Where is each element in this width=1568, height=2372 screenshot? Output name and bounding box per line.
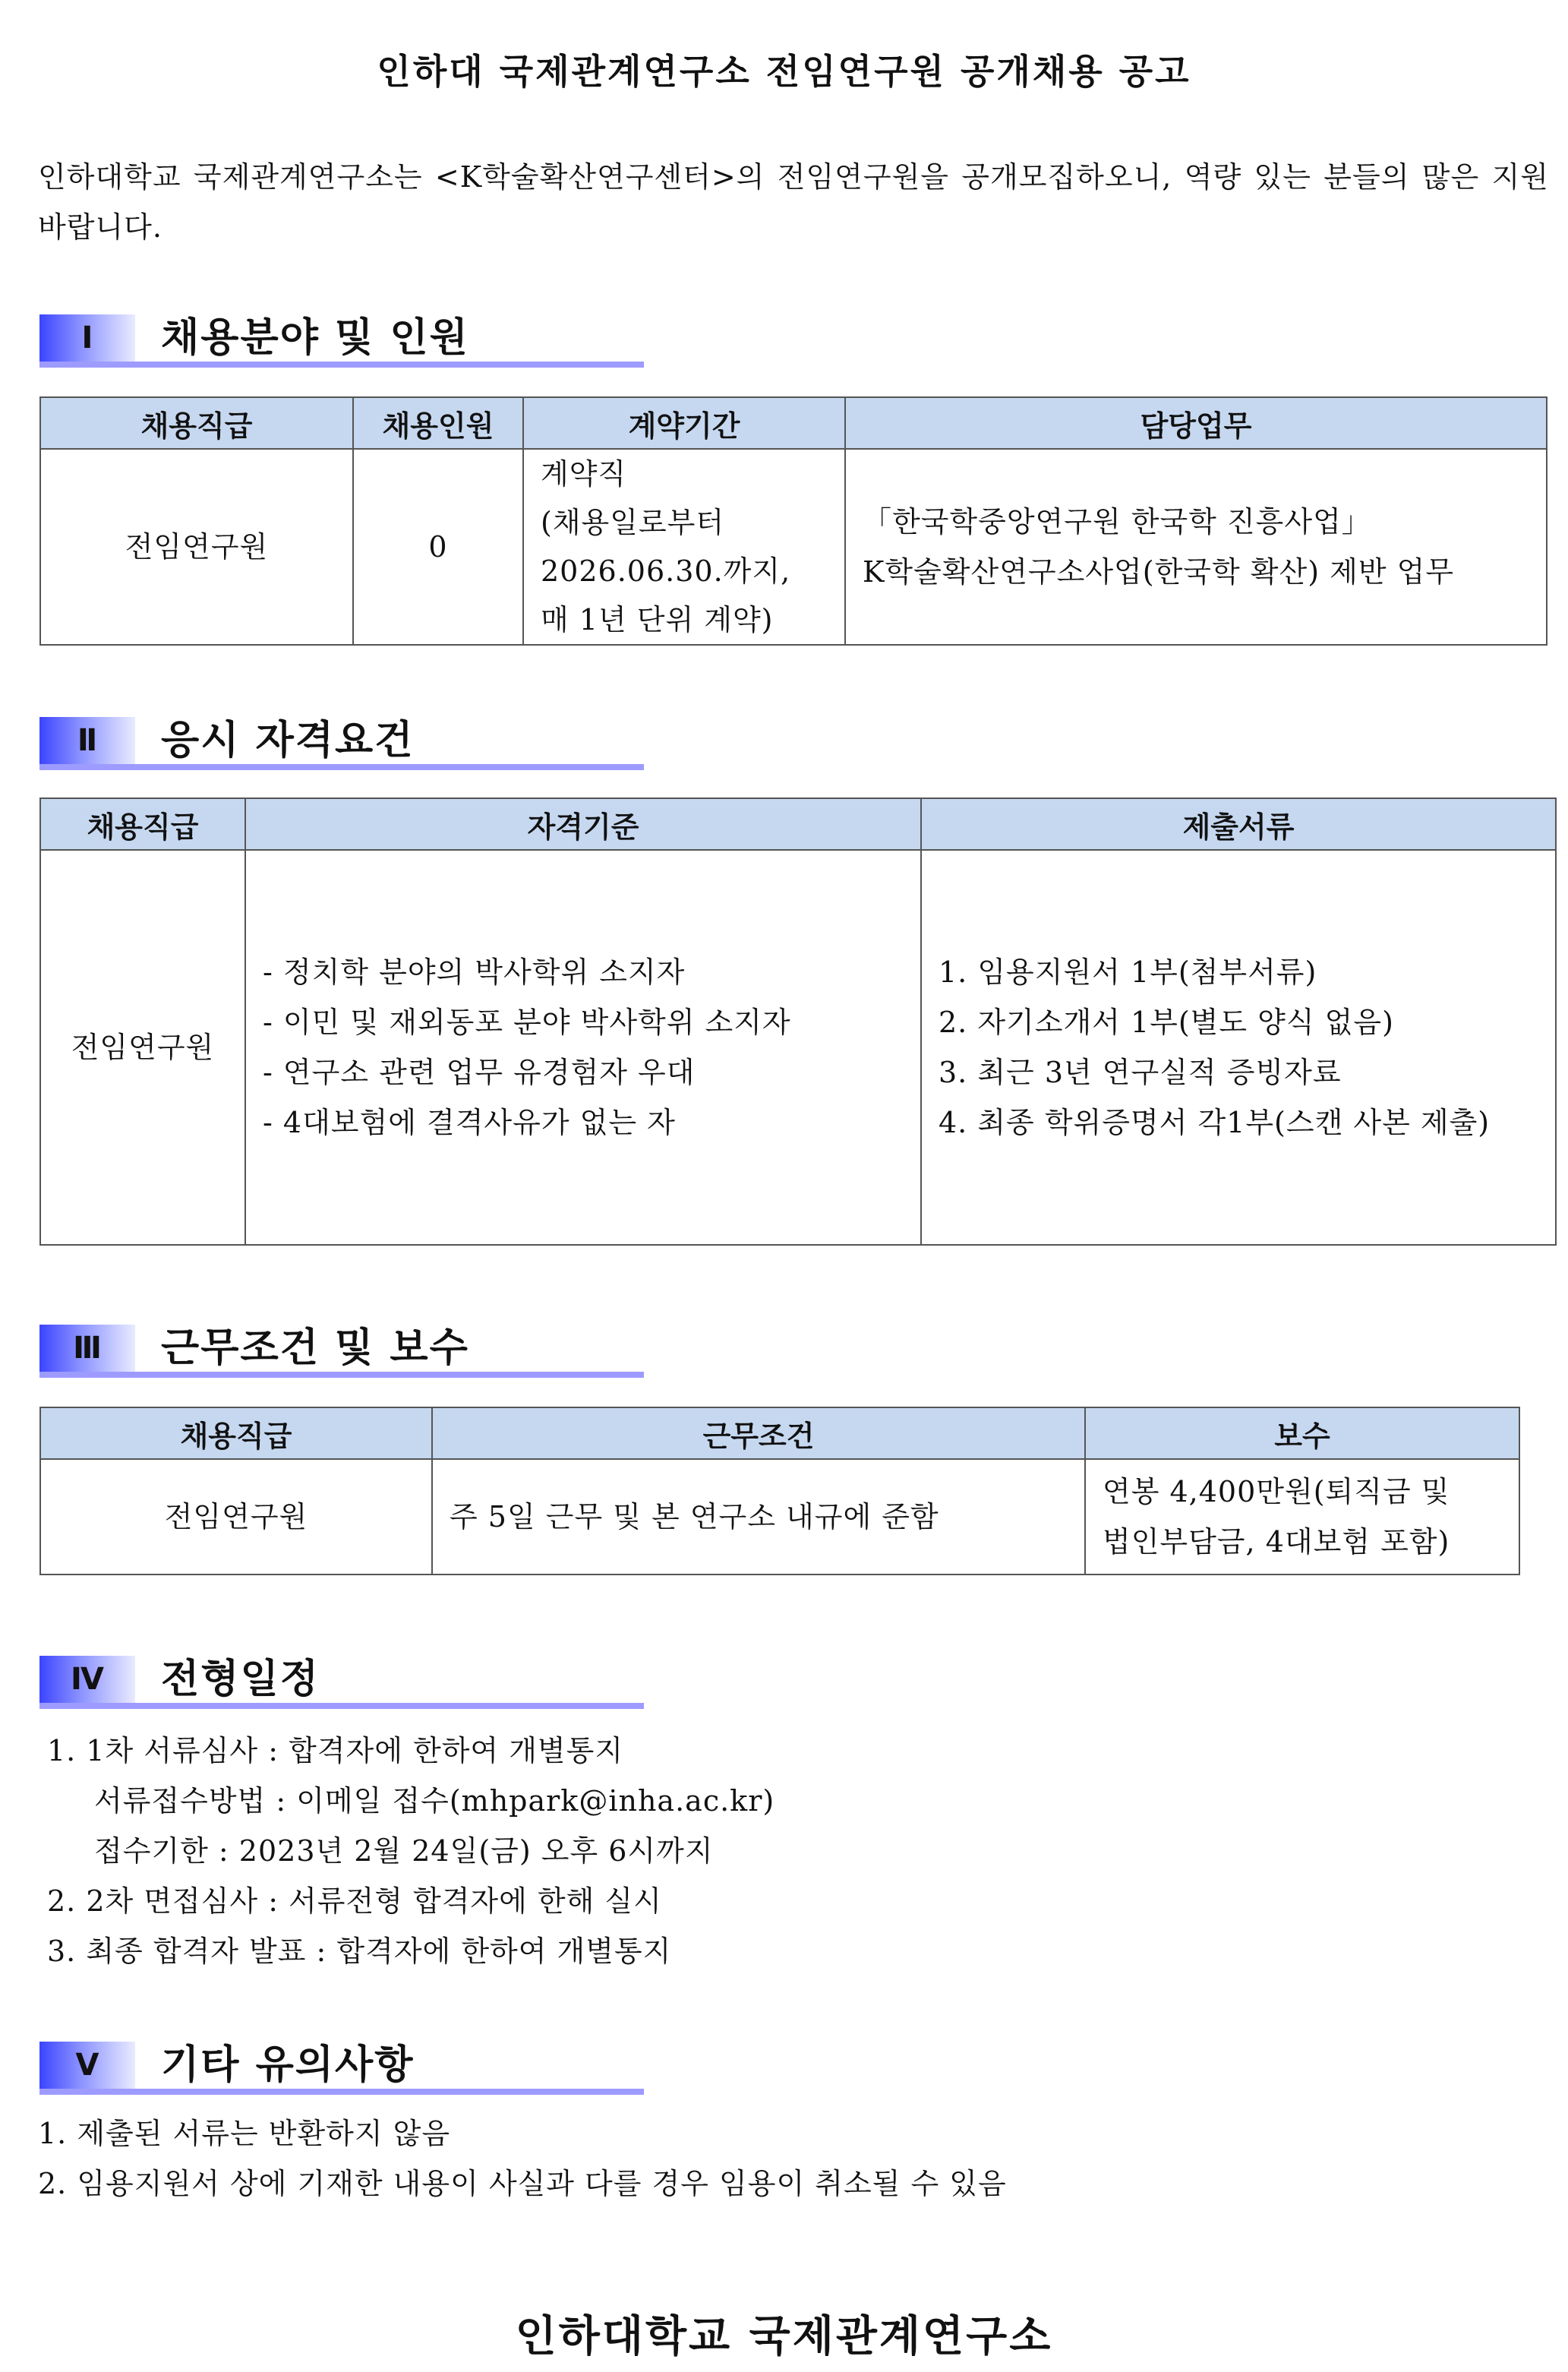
position-cell: 전임연구원	[40, 1459, 432, 1574]
section-underline	[39, 764, 644, 770]
section-heading-4	[39, 1656, 644, 1709]
table-row	[40, 449, 1547, 645]
criteria-item: - 연구소 관련 업무 유경험자 우대	[263, 1056, 696, 1089]
column-header: 채용직급	[40, 798, 245, 850]
working-conditions-table	[39, 1407, 1520, 1575]
column-header: 계약기간	[523, 397, 845, 449]
salary-cell	[1085, 1459, 1519, 1574]
table-row	[40, 850, 1556, 1245]
section-number: Ⅴ	[39, 2042, 135, 2089]
cell-line: (채용일로부터	[541, 506, 725, 539]
document-item: 3. 최근 3년 연구실적 증빙자료	[939, 1056, 1342, 1089]
section-number: Ⅳ	[39, 1656, 135, 1703]
list-item: 접수기한 : 2023년 2월 24일(금) 오후 6시까지	[94, 1834, 714, 1868]
headcount-cell: 0	[353, 449, 523, 645]
cell-line: K학술확산연구소사업(한국학 확산) 제반 업무	[863, 555, 1455, 589]
section-underline	[39, 1703, 644, 1709]
column-header: 제출서류	[921, 798, 1556, 850]
section-heading-2	[39, 717, 644, 770]
intro-paragraph: 인하대학교 국제관계연구소는 <K학술확산연구센터>의 전임연구원을 공개모집하오니, 역량 있는 분들의 많은 지원 바랍니다.	[38, 160, 1549, 244]
list-item: 3. 최종 합격자 발표 : 합격자에 한하여 개별통지	[47, 1935, 672, 1968]
column-header: 채용직급	[40, 397, 353, 449]
notes-list	[38, 2108, 1007, 2209]
cell-line: 법인부담금, 4대보험 포함)	[1103, 1525, 1450, 1559]
duty-cell	[845, 449, 1547, 645]
section-title: 전형일정	[161, 1657, 320, 1702]
list-item: 2. 2차 면접심사 : 서류전형 합격자에 한해 실시	[47, 1884, 662, 1918]
cell-line: 매 1년 단위 계약)	[541, 603, 774, 636]
page-title: 인하대 국제관계연구소 전임연구원 공개채용 공고	[377, 51, 1191, 92]
section-number: Ⅲ	[39, 1325, 135, 1372]
section-number: Ⅱ	[39, 717, 135, 764]
list-item: 서류접수방법 : 이메일 접수(mhpark@inha.ac.kr)	[94, 1784, 775, 1818]
section-title: 기타 유의사항	[161, 2042, 415, 2088]
document-item: 2. 자기소개서 1부(별도 양식 없음)	[939, 1006, 1394, 1039]
position-cell: 전임연구원	[40, 449, 353, 645]
criteria-item: - 정치학 분야의 박사학위 소지자	[263, 955, 686, 989]
section-underline	[39, 1372, 644, 1378]
qualification-table	[39, 798, 1557, 1246]
column-header: 채용인원	[353, 397, 523, 449]
section-title: 근무조건 및 보수	[161, 1325, 469, 1371]
section-heading-3	[39, 1325, 644, 1378]
footer-organization: 인하대학교 국제관계연구소	[515, 2312, 1053, 2361]
criteria-item: - 4대보험에 결격사유가 없는 자	[263, 1106, 676, 1139]
list-item: 1. 1차 서류심사 : 합격자에 한하여 개별통지	[47, 1734, 624, 1767]
cell-line: 연봉 4,400만원(퇴직금 및	[1103, 1475, 1450, 1508]
section-number: Ⅰ	[39, 314, 135, 362]
conditions-cell: 주 5일 근무 및 본 연구소 내규에 준함	[432, 1459, 1085, 1574]
column-header: 자격기준	[245, 798, 921, 850]
section-heading-1	[39, 314, 644, 368]
column-header: 근무조건	[432, 1407, 1085, 1459]
list-item: 1. 제출된 서류는 반환하지 않음	[38, 2117, 451, 2150]
column-header: 채용직급	[40, 1407, 432, 1459]
contract-period-cell	[523, 449, 845, 645]
criteria-cell	[245, 850, 921, 1245]
section-title: 채용분야 및 인원	[161, 315, 469, 361]
cell-line: 계약직	[541, 457, 627, 491]
documents-cell	[921, 850, 1556, 1245]
criteria-item: - 이민 및 재외동포 분야 박사학위 소지자	[263, 1006, 791, 1039]
section-heading-5	[39, 2042, 644, 2095]
schedule-list	[47, 1726, 775, 1976]
column-header: 보수	[1085, 1407, 1519, 1459]
position-cell: 전임연구원	[40, 850, 245, 1245]
list-item: 2. 임용지원서 상에 기재한 내용이 사실과 다를 경우 임용이 취소될 수 있음	[38, 2167, 1007, 2200]
cell-line: 2026.06.30.까지,	[541, 554, 791, 588]
document-item: 4. 최종 학위증명서 각1부(스캔 사본 제출)	[939, 1106, 1491, 1139]
section-title: 응시 자격요건	[161, 718, 415, 763]
table-row	[40, 1459, 1519, 1574]
recruitment-field-table	[39, 396, 1547, 646]
cell-line: 「한국학중앙연구원 한국학 진흥사업」	[863, 505, 1371, 539]
column-header: 담당업무	[845, 397, 1547, 449]
document-item: 1. 임용지원서 1부(첨부서류)	[939, 955, 1317, 989]
section-underline	[39, 2089, 644, 2095]
section-underline	[39, 362, 644, 368]
